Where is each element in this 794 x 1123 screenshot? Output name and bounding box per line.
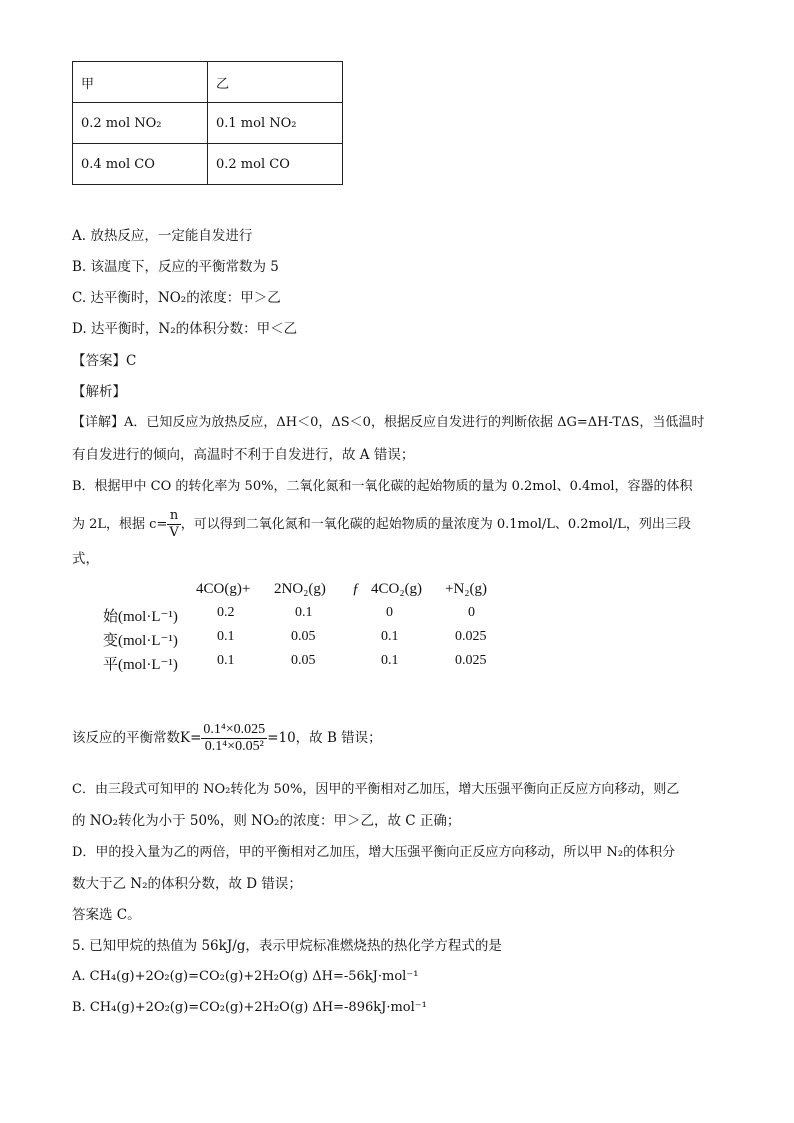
- detail-b-line-1: B．根据甲中 CO 的转化率为 50%，二氧化氮和一氧化碳的起始物质的量为 0.2mol、0.4mol，容器的体积: [72, 479, 693, 494]
- k-prefix: 该反应的平衡常数K=: [72, 730, 202, 746]
- stage-value: 0.05: [291, 653, 316, 668]
- option-c: C. 达平衡时，NO₂的浓度：甲＞乙: [72, 290, 281, 306]
- table-row: [73, 62, 343, 103]
- stage-label-change: 变(mol·L⁻¹): [103, 633, 178, 649]
- initial-amounts-table: [72, 61, 343, 185]
- detail-c-line-2: 的 NO₂转化为小于 50%，则 NO₂的浓度：甲＞乙，故 C 正确；: [72, 813, 461, 829]
- detail-d-line-1: D．甲的投入量为乙的两倍，甲的平衡相对乙加压，增大压强平衡向正反应方向移动，所以甲 N₂的体积分: [72, 845, 676, 860]
- equilibrium-constant-line: [72, 722, 382, 755]
- stage-value: 0.1: [217, 629, 235, 644]
- stage-value: 0.05: [291, 629, 316, 644]
- detail-a-line-1: 【详解】A．已知反应为放热反应，ΔH＜0，ΔS＜0，根据反应自发进行的判断依据 ΔG=ΔH-TΔS，当低温时: [72, 415, 705, 430]
- stage-value: 0.025: [455, 653, 487, 668]
- table-cell: 0.4 mol CO: [73, 144, 208, 185]
- detail-b-line-2-end: ，可以得到二氧化氮和一氧化碳的起始物质的量浓度为 0.1mol/L、0.2mol/L，列出三段: [180, 517, 691, 532]
- option-a: A. 放热反应，一定能自发进行: [72, 228, 253, 244]
- stage-value: 0.025: [455, 629, 487, 644]
- k-suffix: =10，故 B 错误；: [267, 730, 382, 746]
- stage-value: 0: [386, 605, 393, 620]
- table-header-cell: 甲: [73, 62, 208, 103]
- stage-value: 0.2: [217, 605, 235, 620]
- concentration-fraction: $\frac{n}{V}$: [169, 508, 179, 540]
- option-d: D. 达平衡时，N₂的体积分数：甲＜乙: [72, 321, 298, 337]
- table-row: [73, 103, 343, 144]
- reaction-term: 2NO₂(g): [274, 581, 326, 597]
- detail-b-line-2: [72, 508, 691, 541]
- question-5-stem: 5. 已知甲烷的热值为 56kJ/g，表示甲烷标准燃烧热的热化学方程式的是: [72, 938, 502, 954]
- stage-value: 0.1: [381, 653, 399, 668]
- stage-label-initial: 始(mol·L⁻¹): [103, 609, 178, 625]
- table-row: [73, 144, 343, 185]
- stage-value: 0.1: [217, 653, 235, 668]
- answer-line: 【答案】C: [72, 353, 137, 369]
- stage-label-equilibrium: 平(mol·L⁻¹): [103, 657, 178, 673]
- conclusion-line: 答案选 C。: [72, 907, 141, 923]
- analysis-heading: 【解析】: [72, 384, 126, 400]
- table-header-cell: 乙: [208, 62, 343, 103]
- table-cell: 0.1 mol NO₂: [208, 103, 343, 144]
- question-5-option-a: A. CH₄(g)+2O₂(g)=CO₂(g)+2H₂O(g) ΔH=-56kJ·mol⁻¹: [72, 969, 419, 984]
- reaction-term: 4CO(g)+: [196, 581, 251, 597]
- detail-b-line-3: 式，: [72, 551, 99, 567]
- question-5-option-b: B. CH₄(g)+2O₂(g)=CO₂(g)+2H₂O(g) ΔH=-896kJ·mol⁻¹: [72, 1000, 427, 1015]
- stage-value: 0.1: [381, 629, 399, 644]
- detail-d-line-2: 数大于乙 N₂的体积分数，故 D 错误；: [72, 876, 302, 892]
- reaction-term: +N₂(g): [445, 581, 488, 597]
- table-cell: 0.2 mol CO: [208, 144, 343, 185]
- detail-a-line-2: 有自发进行的倾向，高温时不利于自发进行，故 A 错误；: [72, 447, 415, 463]
- option-b: B. 该温度下，反应的平衡常数为 5: [72, 259, 279, 275]
- table-cell: 0.2 mol NO₂: [73, 103, 208, 144]
- detail-b-line-2-start: 为 2L，根据 c=: [72, 517, 168, 532]
- detail-c-line-1: C．由三段式可知甲的 NO₂转化为 50%，因甲的平衡相对乙加压，增大压强平衡向正反应方向移动，则乙: [72, 782, 680, 797]
- stage-value: 0.1: [295, 605, 313, 620]
- stage-value: 0: [468, 605, 475, 620]
- reaction-term: 4CO₂(g): [371, 581, 423, 597]
- k-fraction: $\frac{\text{0.1⁴×0.025}}{\text{0.1⁴×0.05²}}$: [203, 722, 266, 754]
- equilibrium-arrow: ƒ: [352, 581, 360, 597]
